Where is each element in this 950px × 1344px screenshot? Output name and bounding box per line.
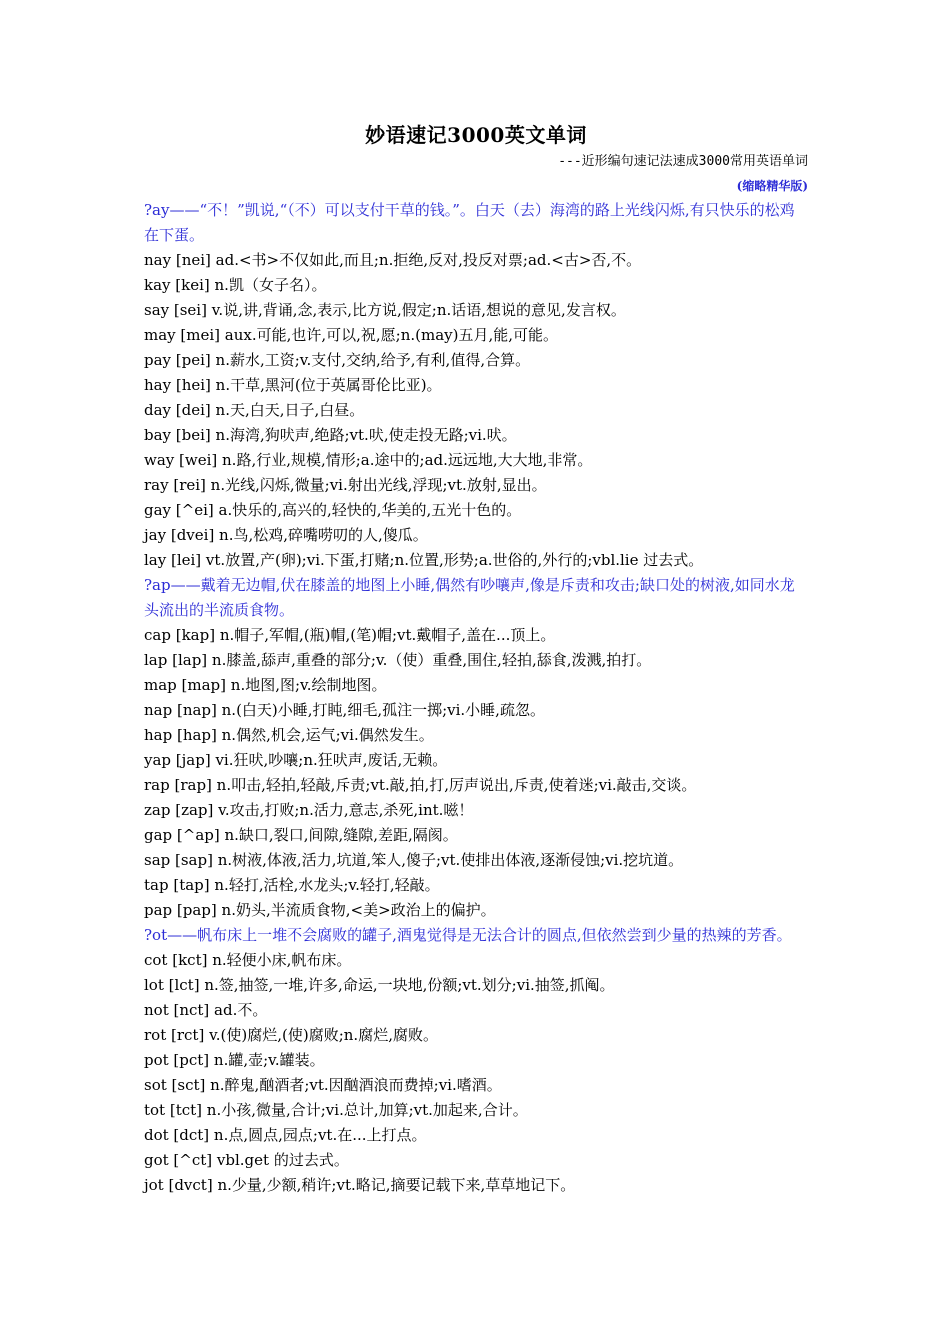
word-entry: kay [kei] n.凯（女子名）。 [144,276,327,294]
word-entry: gap [^ap] n.缺口,裂口,间隙,缝隙,差距,隔阂。 [144,826,458,844]
word-entry: way [wei] n.路,行业,规模,情形;a.途中的;ad.远远地,大大地,非常。 [144,451,593,469]
word-list [144,198,808,1198]
word-entry: jot [dvct] n.少量,少额,稍许;vt.略记,摘要记载下来,草草地记下。 [144,1176,576,1194]
word-entry: pay [pei] n.薪水,工资;v.支付,交纳,给予,有利,值得,合算。 [144,351,531,369]
document-subtitle: ---近形编句速记法速成3000常用英语单词 [558,154,808,169]
word-entry: pap [pap] n.奶头,半流质食物,<美>政治上的偏护。 [144,901,496,919]
word-entry: sap [sap] n.树液,体液,活力,坑道,笨人,傻子;vt.使排出体液,逐渐侵蚀;vi.挖坑道。 [144,851,684,869]
word-entry: nay [nei] ad.<书>不仅如此,而且;n.拒绝,反对,投反对票;ad.<古>否,不。 [144,251,642,269]
document-page [144,120,808,1198]
word-entry: jay [dvei] n.鸟,松鸡,碎嘴唠叨的人,傻瓜。 [144,526,428,544]
edition-label: (缩略精华版) [736,179,808,193]
word-entry: cot [kct] n.轻便小床,帆布床。 [144,951,352,969]
word-entry: map [map] n.地图,图;v.绘制地图。 [144,676,387,694]
word-entry: lot [lct] n.签,抽签,一堆,许多,命运,一块地,份额;vt.划分;vi.抽签,抓阄。 [144,976,615,994]
word-entry: cap [kap] n.帽子,军帽,(瓶)帽,(笔)帽;vt.戴帽子,盖在...顶上。 [144,626,556,644]
word-entry: say [sei] v.说,讲,背诵,念,表示,比方说,假定;n.话语,想说的意见,发言权。 [144,301,626,319]
word-entry: ray [rei] n.光线,闪烁,微量;vi.射出光线,浮现;vt.放射,显出。 [144,476,547,494]
word-entry: dot [dct] n.点,圆点,园点;vt.在...上打点。 [144,1126,427,1144]
word-entry: got [^ct] vbl.get 的过去式。 [144,1151,349,1169]
word-entry: pot [pct] n.罐,壶;v.罐装。 [144,1051,325,1069]
word-entry: not [nct] ad.不。 [144,1001,268,1019]
mnemonic-paragraph: ?ot——帆布床上一堆不会腐败的罐子,酒鬼觉得是无法合计的圆点,但依然尝到少量的热辣的芳香。 [144,926,792,944]
mnemonic-paragraph: ?ap——戴着无边帽,伏在膝盖的地图上小睡,偶然有吵嚷声,像是斥责和攻击;缺口处的树液,如同水龙头流出的半流质食物。 [144,576,795,619]
word-entry: rot [rct] v.(使)腐烂,(使)腐败;n.腐烂,腐败。 [144,1026,438,1044]
word-entry: day [dei] n.天,白天,日子,白昼。 [144,401,365,419]
word-entry: may [mei] aux.可能,也许,可以,祝,愿;n.(may)五月,能,可能。 [144,326,559,344]
word-entry: gay [^ei] a.快乐的,高兴的,轻快的,华美的,五光十色的。 [144,501,522,519]
mnemonic-paragraph: ?ay——“不！”凯说,“（不）可以支付干草的钱。”。白天（去）海湾的路上光线闪烁,有只快乐的松鸡在下蛋。 [144,201,795,244]
word-entry: bay [bei] n.海湾,狗吠声,绝路;vt.吠,使走投无路;vi.吠。 [144,426,517,444]
word-entry: hay [hei] n.干草,黑河(位于英属哥伦比亚)。 [144,376,442,394]
word-entry: lay [lei] vt.放置,产(卵);vi.下蛋,打赌;n.位置,形势;a.世俗的,外行的;vbl.lie 过去式。 [144,551,704,569]
word-entry: lap [lap] n.膝盖,舔声,重叠的部分;v.（使）重叠,围住,轻拍,舔食,泼溅,拍打。 [144,651,652,669]
word-entry: tot [tct] n.小孩,微量,合计;vi.总计,加算;vt.加起来,合计。 [144,1101,528,1119]
word-entry: rap [rap] n.叩击,轻拍,轻敲,斥责;vt.敲,拍,打,厉声说出,斥责,使着迷;vi.敲击,交谈。 [144,776,697,794]
word-entry: hap [hap] n.偶然,机会,运气;vi.偶然发生。 [144,726,434,744]
word-entry: yap [jap] vi.狂吠,吵嚷;n.狂吠声,废话,无赖。 [144,751,448,769]
document-title: 妙语速记3000英文单词 [365,123,587,147]
word-entry: tap [tap] n.轻打,活栓,水龙头;v.轻打,轻敲。 [144,876,440,894]
word-entry: sot [sct] n.醉鬼,酗酒者;vt.因酗酒浪而费掉;vi.嗜酒。 [144,1076,502,1094]
word-entry: zap [zap] v.攻击,打败;n.活力,意志,杀死,int.嗞！ [144,801,474,819]
word-entry: nap [nap] n.(白天)小睡,打盹,细毛,孤注一掷;vi.小睡,疏忽。 [144,701,545,719]
